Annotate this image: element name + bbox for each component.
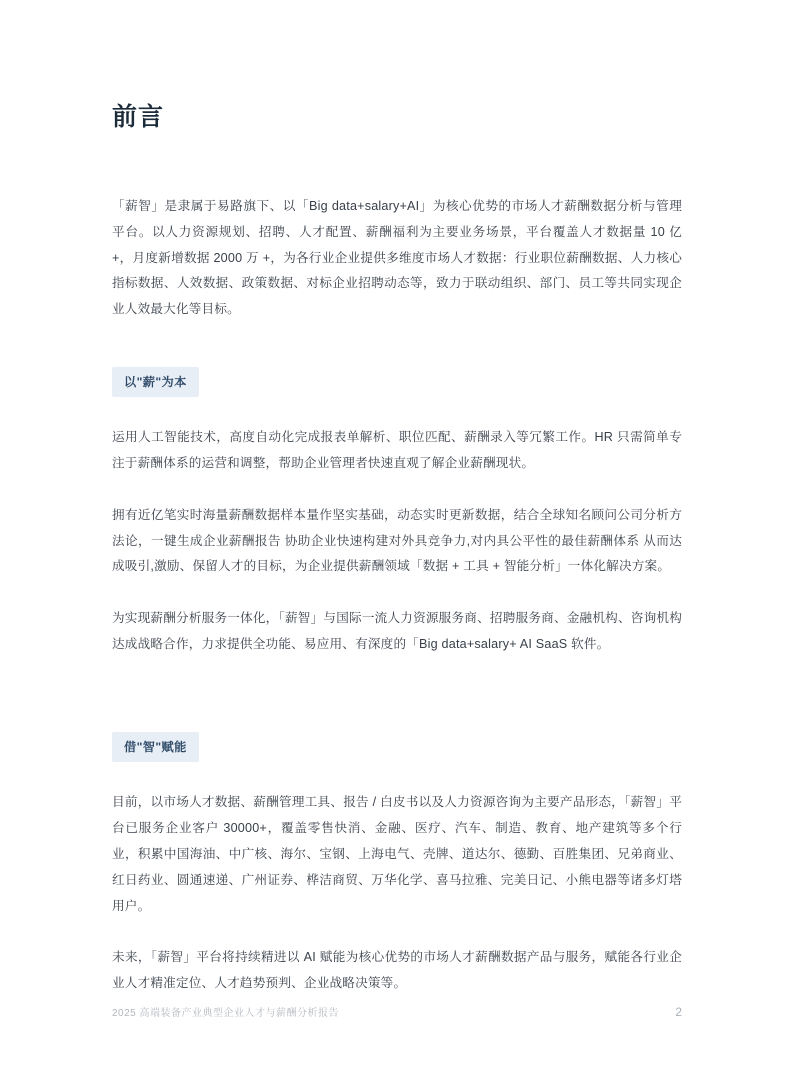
paragraph: 运用人工智能技术，高度自动化完成报表单解析、职位匹配、薪酬录入等冗繁工作。HR 只需简单专注于薪酬体系的运营和调整，帮助企业管理者快速直观了解企业薪酬现状。	[112, 430, 682, 470]
section-spacer	[112, 670, 682, 688]
section-ai-empowerment	[112, 732, 682, 997]
lead-paragraph: 「薪智」是隶属于易路旗下、以「Big data+salary+AI」为核心优势的市场人才薪酬数据分析与管理平台。以人力资源规划、招聘、人才配置、薪酬福利为主要业务场景，平台覆盖人才数据量 10 亿 +，月度新增数据 2000 万 +，为各行业企业提供多维度市场人才数据：行业职位薪酬数据、人力核心指标数据、人效数据、政策数据、对标企业招聘动态等，致力于联动组织、部门、员工等共同实现企业人效最大化等目标。	[112, 199, 682, 317]
section-salary-foundation	[112, 367, 682, 658]
page-title: 前言	[112, 103, 165, 131]
footer-page-number: 2	[675, 1004, 682, 1019]
paragraph: 未来，「薪智」平台将持续精进以 AI 赋能为核心优势的市场人才薪酬数据产品与服务，赋能各行业企业人才精准定位、人才趋势预判、企业战略决策等。	[112, 950, 682, 991]
section-heading-tag: 以"薪"为本	[112, 367, 199, 397]
section-heading-tag: 借"智"赋能	[112, 732, 199, 762]
paragraph: 拥有近亿笔实时海量薪酬数据样本量作坚实基础，动态实时更新数据，结合全球知名顾问公司分析方法论，一键生成企业薪酬报告 协助企业快速构建对外具竞争力,对内具公平性的最佳薪酬体系 从而达成吸引,激励、保留人才的目标，为企业提供薪酬领域「数据 + 工具 + 智能分析」一体化解决方案。	[112, 507, 682, 574]
footer-report-title: 2025 高端装备产业典型企业人才与薪酬分析报告	[112, 1008, 340, 1019]
paragraph: 为实现薪酬分析服务一体化，「薪智」与国际一流人力资源服务商、招聘服务商、金融机构、咨询机构达成战略合作，力求提供全功能、易应用、有深度的「Big data+salary+ AI SaaS 软件。	[112, 611, 682, 651]
page-content	[112, 0, 682, 1010]
page-footer	[112, 1004, 682, 1019]
paragraph: 目前，以市场人才数据、薪酬管理工具、报告 / 白皮书以及人力资源咨询为主要产品形态，「薪智」平台已服务企业客户 30000+，覆盖零售快消、金融、医疗、汽车、制造、教育、地产建筑等多个行业，积累中国海油、中广核、海尔、宝钢、上海电气、壳牌、道达尔、德勤、百胜集团、兄弟商业、红日药业、圆通速递、广州证券、桦洁商贸、万华化学、喜马拉雅、完美日记、小熊电器等诸多灯塔用户。	[112, 795, 682, 913]
